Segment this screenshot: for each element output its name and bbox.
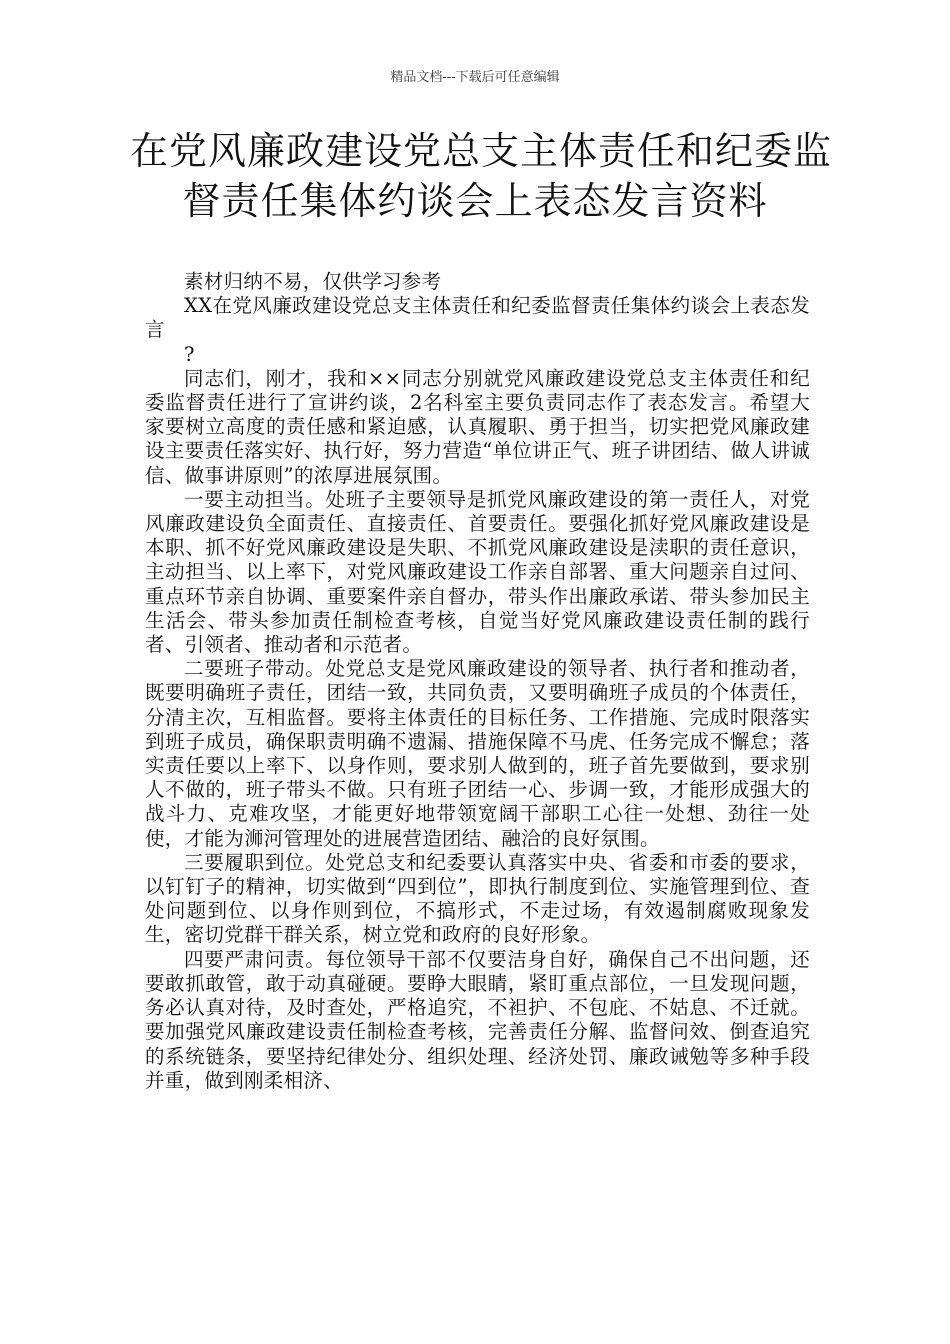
paragraph-point-4: 四要严肃问责。每位领导干部不仅要洁身自好，确保自己不出问题，还要敢抓敢管，敢于动真碰硬。要睁大眼睛，紧盯重点部位，一旦发现问题，务必认真对待，及时查处，严格追究，不袒护、不包庇、不姑息、不迁就。要加强党风廉政建设责任制检查考核，完善责任分解、监督问效、倒查追究的系统链条，要坚持纪律处分、组织处理、经济处罚、廉政诫勉等多种手段并重，做到刚柔相济、 xyxy=(145,947,810,1092)
header-note: 精品文档---下载后可任意编辑 xyxy=(390,70,560,85)
note-paragraph: 素材归纳不易，仅供学习参考 xyxy=(184,270,442,293)
paragraph-point-3: 三要履职到位。处党总支和纪委要认真落实中央、省委和市委的要求，以钉钉子的精神，切实做到“四到位”，即执行制度到位、实施管理到位、查处问题到位、以身作则到位，不搞形式，不走过场，有效遏制腐败现象发生，密切党群干群关系，树立党和政府的良好形象。 xyxy=(145,850,810,947)
question-mark-line: ? xyxy=(184,342,195,366)
paragraph-point-2: 二要班子带动。处党总支是党风廉政建设的领导者、执行者和推动者，既要明确班子责任，团结一致，共同负责，又要明确班子成员的个体责任，分清主次，互相监督。要将主体责任的目标任务、工作措施、完成时限落实到班子成员，确保职责明确不遗漏、措施保障不马虎、任务完成不懈怠；落实责任要以上率下、以身作则，要求别人做到的，班子首先要做到，要求别人不做的，班子带头不做。只有班子团结一心、步调一致，才能形成强大的战斗力、克难攻坚，才能更好地带领宽阔干部职工心往一处想、劲往一处使，才能为浉河管理处的进展营造团结、融洽的良好氛围。 xyxy=(145,657,810,850)
title-line-2: 督责任集体约谈会上表态发言资料 xyxy=(182,179,768,223)
paragraph-point-1: 一要主动担当。处班子主要领导是抓党风廉政建设的第一责任人，对党风廉政建设负全面责任、直接责任、首要责任。要强化抓好党风廉政建设是本职、抓不好党风廉政建设是失职、不抓党风廉政建设是渎职的责任意识，主动担当、以上率下，对党风廉政建设工作亲自部署、重大问题亲自过问、重点环节亲自协调、重要案件亲自督办，带头作出廉政承诺、带头参加民主生活会、带头参加责任制检查考核，自觉当好党风廉政建设责任制的践行者、引领者、推动者和示范者。 xyxy=(145,487,810,657)
opening-paragraph: 同志们，刚才，我和××同志分别就党风廉政建设党总支主体责任和纪委监督责任进行了宣讲约谈，2名科室主要负责同志作了表态发言。希望大家要树立高度的责任感和紧迫感，认真履职、勇于担当，切实把党风廉政建设主要责任落实好、执行好，努力营造“单位讲正气、班子讲团结、做人讲诚信、做事讲原则”的浓厚进展氛围。 xyxy=(145,366,810,487)
subtitle-paragraph: XX在党风廉政建设党总支主体责任和纪委监督责任集体约谈会上表态发言 xyxy=(145,294,810,342)
title-line-1: 在党风廉政建设党总支主体责任和纪委监 xyxy=(130,129,833,173)
document-title xyxy=(130,126,833,226)
document-body xyxy=(145,270,810,1093)
